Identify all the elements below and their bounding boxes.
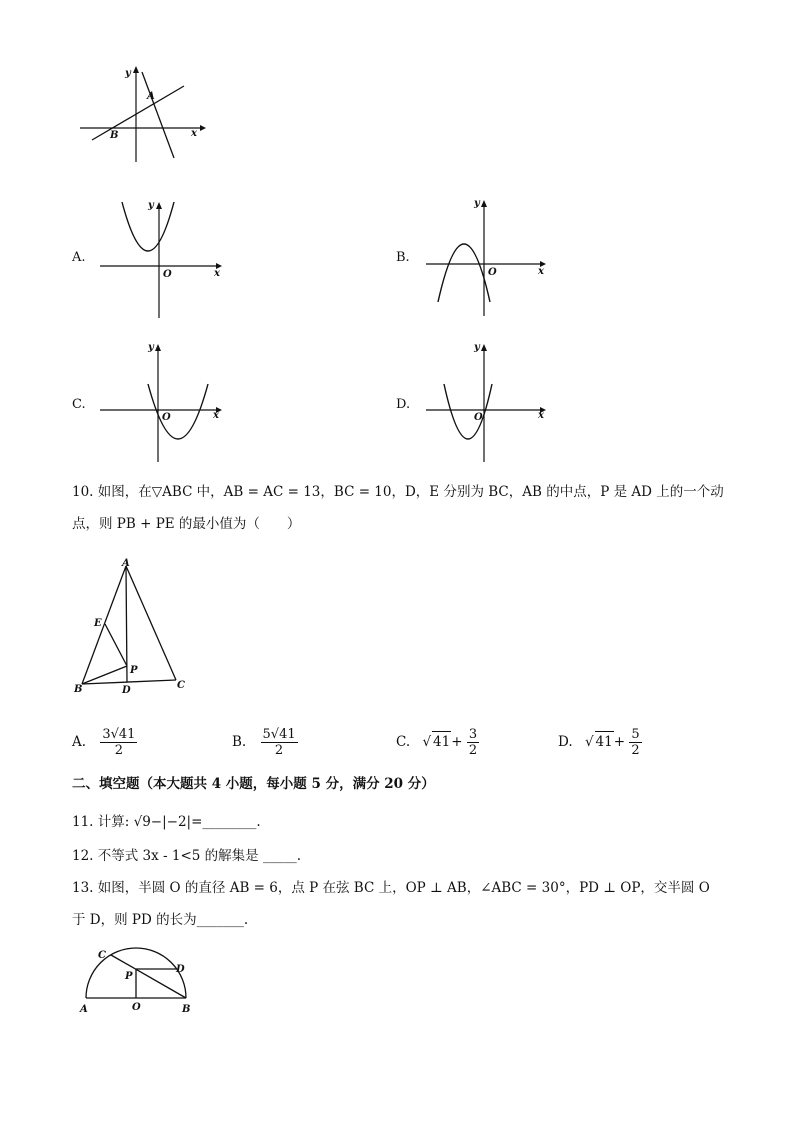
option-letter: C. (396, 734, 411, 750)
q10-option-d (558, 727, 642, 758)
denominator: 2 (468, 743, 478, 758)
q9-option-a-graph (98, 196, 228, 321)
numerator: 3 (468, 727, 478, 742)
point-A-label: A (80, 1004, 88, 1015)
sqrt-sign: √ (422, 734, 432, 750)
radicand: 41 (595, 731, 614, 752)
q10-option-b (232, 727, 298, 758)
origin-label: O (162, 412, 171, 423)
point-D-label: D (122, 685, 131, 696)
fraction (261, 727, 298, 758)
q12-text: 12. 不等式 3x - 1<5 的解集是 _____. (72, 848, 302, 864)
option-b-letter: B. (396, 250, 410, 265)
option-c-letter: C. (72, 397, 86, 412)
numerator: 5√41 (262, 727, 296, 742)
fraction (467, 727, 479, 758)
vertex-B-label: B (74, 684, 83, 695)
y-axis-label: y (474, 198, 480, 209)
denominator: 2 (631, 743, 640, 758)
q13-line1: 13. 如图，半圆 O 的直径 AB = 6，点 P 在弦 BC 上，OP ⊥ AB，∠ABC = 30°，PD ⊥ OP，交半圆 O (72, 880, 710, 896)
point-B-label: B (182, 1004, 191, 1015)
x-axis-label: x (213, 410, 219, 421)
x-axis-label: x (191, 128, 197, 139)
y-axis-label: y (474, 342, 480, 353)
point-P-label: P (125, 971, 133, 982)
option-a-letter: A. (72, 250, 86, 265)
vertex-A-label: A (122, 558, 130, 569)
denominator: 2 (274, 743, 284, 758)
q9-option-b-graph (424, 194, 554, 319)
option-letter: D. (558, 734, 573, 750)
x-axis-label: x (214, 268, 220, 279)
origin-label: O (163, 269, 172, 280)
q10-line1: 10. 如图，在▽ABC 中，AB = AC = 13，BC = 10，D，E 分别为 BC，AB 的中点，P 是 AD 上的一个动 (72, 484, 724, 500)
point-C-label: C (98, 950, 106, 961)
option-d-letter: D. (396, 397, 411, 412)
section-title: 二、填空题（本大题共 4 小题，每小题 5 分，满分 20 分） (72, 776, 435, 792)
point-O-label: O (132, 1002, 141, 1013)
x-axis-label: x (538, 410, 544, 421)
origin-label: O (488, 267, 497, 278)
plus-sign: + (613, 734, 626, 750)
q10-option-c (396, 727, 479, 758)
point-B-label: B (110, 130, 119, 141)
plus-sign: + (451, 734, 463, 750)
option-letter: B. (232, 734, 247, 750)
sqrt-sign: √ (584, 734, 594, 750)
y-axis-label: y (125, 68, 131, 79)
q11-text: 11. 计算: √9−|−2|=________. (72, 814, 261, 830)
point-A-label: A (147, 91, 155, 102)
fraction (100, 727, 137, 758)
origin-label: O (474, 412, 483, 423)
option-letter: A. (72, 734, 87, 750)
q9-option-d-graph (424, 338, 554, 463)
q10-line2: 点，则 PB + PE 的最小值为（ ） (72, 516, 301, 532)
q13-line2: 于 D，则 PD 的长为_______. (72, 912, 249, 928)
q10-triangle-figure (70, 554, 200, 699)
x-axis-label: x (538, 266, 544, 277)
point-P-label: P (130, 665, 138, 676)
q9-main-graph (78, 64, 208, 164)
fraction (629, 727, 641, 758)
q10-option-a (72, 727, 137, 758)
q9-option-c-graph (98, 338, 228, 463)
numerator: 3√41 (102, 727, 136, 742)
point-D-label: D (176, 964, 185, 975)
y-axis-label: y (148, 200, 154, 211)
q13-semicircle-figure (76, 942, 196, 1018)
numerator: 5 (631, 727, 640, 742)
point-E-label: E (94, 618, 102, 629)
y-axis-label: y (148, 342, 154, 353)
denominator: 2 (114, 743, 124, 758)
vertex-C-label: C (177, 680, 185, 691)
radicand: 41 (432, 731, 451, 752)
